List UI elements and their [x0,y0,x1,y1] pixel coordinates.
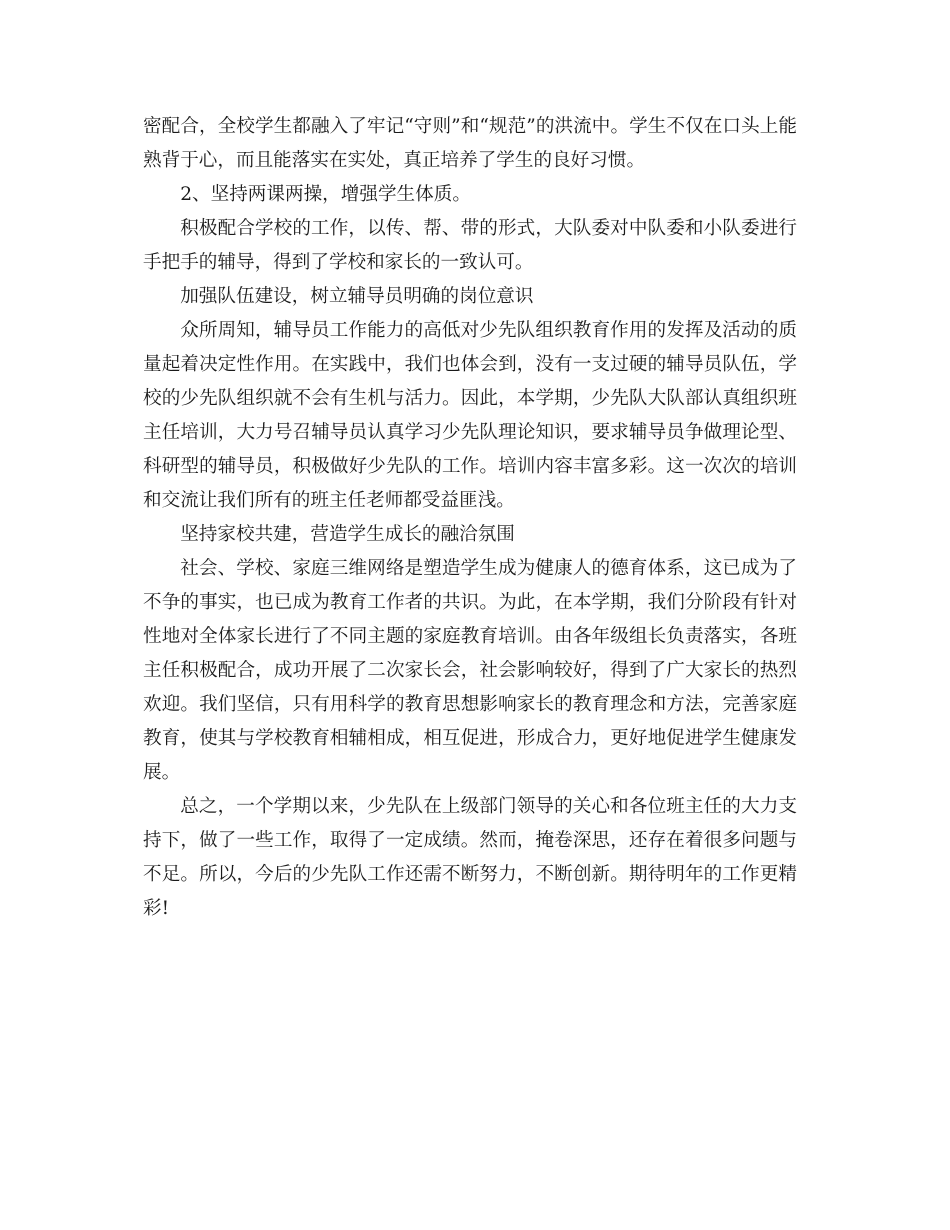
paragraph-conclusion: 总之，一个学期以来，少先队在上级部门领导的关心和各位班主任的大力支持下，做了一些工作，取得了一定成绩。然而，掩卷深思，还存在着很多问题与不足。所以，今后的少先队工作还需不断努力，不断创新。期待明年的工作更精彩! [143,796,797,919]
document-body [143,110,797,926]
paragraph-continuation: 密配合，全校学生都融入了牢记“守则”和“规范”的洪流中。学生不仅在口头上能熟背于心，而且能落实在实处，真正培养了学生的良好习惯。 [143,116,797,171]
paragraph-heading-two-classes: 2、坚持两课两操，增强学生体质。 [180,184,471,205]
paragraph-heading-home-school: 坚持家校共建，营造学生成长的融洽氛围 [180,524,515,545]
paragraph-heading-team-building: 加强队伍建设，树立辅导员明确的岗位意识 [180,286,534,307]
paragraph-body: 积极配合学校的工作，以传、帮、带的形式，大队委对中队委和小队委进行手把手的辅导，得到了学校和家长的一致认可。 [143,218,797,273]
paragraph-body: 社会、学校、家庭三维网络是塑造学生成为健康人的德育体系，这已成为了不争的事实，也已成为教育工作者的共识。为此，在本学期，我们分阶段有针对性地对全体家长进行了不同主题的家庭教育培训。由各年级组长负责落实，各班主任积极配合，成功开展了二次家长会，社会影响较好，得到了广大家长的热烈欢迎。我们坚信，只有用科学的教育思想影响家长的教育理念和方法，完善家庭教育，使其与学校教育相辅相成，相互促进，形成合力，更好地促进学生健康发展。 [143,558,797,783]
paragraph-body: 众所周知，辅导员工作能力的高低对少先队组织教育作用的发挥及活动的质量起着决定性作用。在实践中，我们也体会到，没有一支过硬的辅导员队伍，学校的少先队组织就不会有生机与活力。因此，本学期，少先队大队部认真组织班主任培训，大力号召辅导员认真学习少先队理论知识，要求辅导员争做理论型、科研型的辅导员，积极做好少先队的工作。培训内容丰富多彩。这一次次的培训和交流让我们所有的班主任老师都受益匪浅。 [143,320,797,511]
